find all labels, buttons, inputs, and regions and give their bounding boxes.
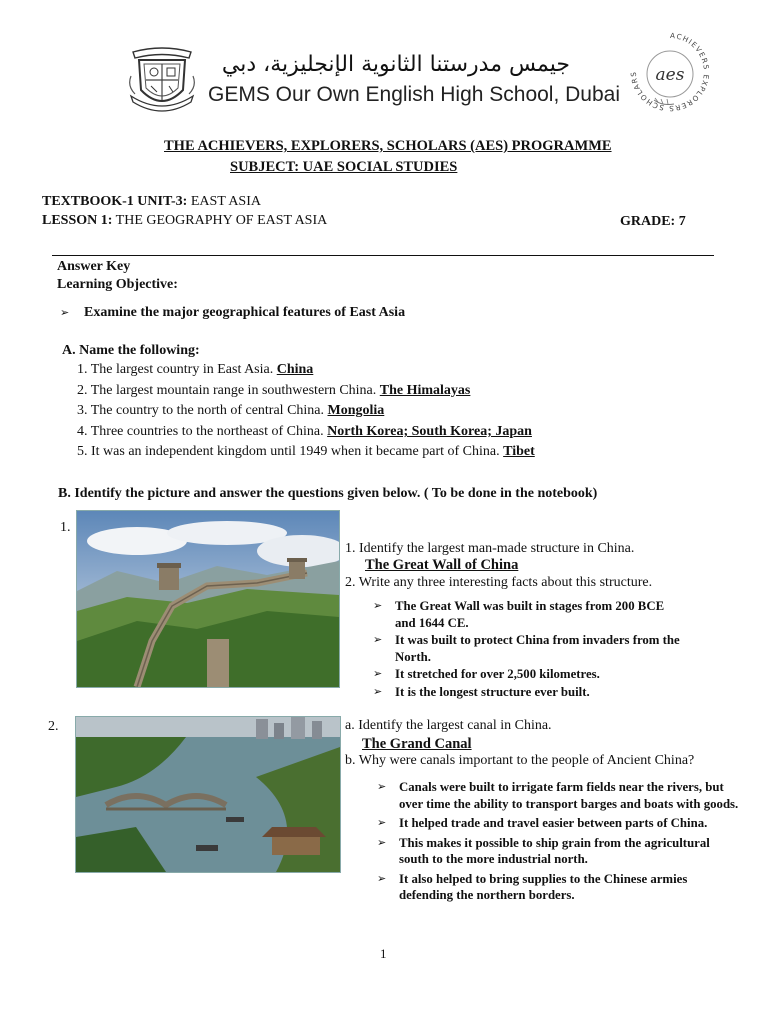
list-item bbox=[77, 424, 532, 440]
aes-ring-text: ACHIEVERS EXPLORERS SCHOLARS bbox=[628, 30, 711, 114]
list-item: ➢ It helped trade and travel easier between parts of China. bbox=[377, 815, 749, 832]
item-number: 1. bbox=[60, 520, 71, 535]
question-text: 4. Three countries to the northeast of China. bbox=[77, 424, 328, 439]
lesson-label: LESSON 1: bbox=[42, 213, 113, 228]
question-text: 1. Identify the largest man-made structure in China. bbox=[345, 541, 635, 556]
question-text: 2. The largest mountain range in southwestern China. bbox=[77, 383, 380, 398]
learning-objective bbox=[60, 305, 405, 321]
item-number: 2. bbox=[48, 719, 59, 734]
list-item: ➢ Canals were built to irrigate farm fields near the rivers, but over time the ability to transport barges and boats with goods. bbox=[377, 779, 749, 812]
list-item: ➢ It also helped to bring supplies to the Chinese armies defending the northern borders. bbox=[377, 871, 729, 904]
question-text: 5. It was an independent kingdom until 1949 when it became part of China. bbox=[77, 444, 504, 459]
learning-objective-label: Learning Objective: bbox=[57, 277, 178, 292]
list-item: ➢ It was built to protect China from invaders from the North. bbox=[373, 632, 695, 665]
answer-text: Mongolia bbox=[327, 403, 385, 418]
lesson-value: THE GEOGRAPHY OF EAST ASIA bbox=[112, 213, 328, 228]
great-wall-illustration bbox=[77, 511, 339, 687]
aes-ring-icon bbox=[628, 30, 712, 120]
programme-title: THE ACHIEVERS, EXPLORERS, SCHOLARS (AES) PROGRAMME bbox=[164, 138, 612, 154]
list-item bbox=[77, 362, 313, 378]
subject-title: SUBJECT: UAE SOCIAL STUDIES bbox=[230, 159, 458, 175]
answer-text: China bbox=[276, 362, 314, 377]
learning-objective-text: Examine the major geographical features of East Asia bbox=[84, 305, 406, 320]
header-divider bbox=[52, 255, 714, 256]
grand-canal-image bbox=[75, 716, 341, 873]
section-a-title: A. Name the following: bbox=[62, 343, 200, 358]
aes-programme-logo bbox=[628, 30, 712, 120]
great-wall-facts bbox=[373, 598, 703, 701]
page-number: 1 bbox=[380, 946, 387, 961]
lesson-title bbox=[42, 213, 327, 229]
list-item: ➢ This makes it possible to ship grain from the agricultural south to the more industrial north. bbox=[377, 835, 739, 868]
grand-canal-facts bbox=[377, 779, 749, 905]
grade-label: GRADE: 7 bbox=[620, 214, 686, 229]
textbook-value: EAST ASIA bbox=[187, 194, 261, 209]
answer-text: The Himalayas bbox=[379, 383, 471, 398]
list-item bbox=[77, 444, 535, 460]
textbook-label: TEXTBOOK-1 UNIT-3: bbox=[42, 194, 188, 209]
question-text: 2. Write any three interesting facts about this structure. bbox=[345, 575, 653, 590]
answer-great-wall: The Great Wall of China bbox=[365, 557, 519, 573]
list-item: ➢ It stretched for over 2,500 kilometres. bbox=[373, 666, 703, 683]
answer-text: North Korea; South Korea; Japan bbox=[327, 424, 532, 439]
list-item bbox=[77, 403, 384, 419]
aes-center-text: aes bbox=[655, 65, 685, 85]
section-b-title: B. Identify the picture and answer the questions given below. ( To be done in the notebook) bbox=[58, 486, 598, 501]
list-item bbox=[77, 383, 470, 399]
arrow-bullet-icon: ➢ bbox=[60, 306, 70, 319]
school-name: GEMS Our Own English High School, Dubai bbox=[208, 83, 621, 106]
great-wall-image bbox=[76, 510, 340, 688]
list-item: ➢ It is the longest structure ever built. bbox=[373, 684, 703, 701]
question-text: b. Why were canals important to the people of Ancient China? bbox=[345, 753, 695, 768]
list-item: ➢ The Great Wall was built in stages from 200 BCE and 1644 CE. bbox=[373, 598, 675, 631]
answer-text: Tibet bbox=[503, 444, 535, 459]
school-crest-logo bbox=[127, 46, 197, 114]
answer-grand-canal: The Grand Canal bbox=[362, 736, 472, 752]
question-text: 3. The country to the north of central China. bbox=[77, 403, 328, 418]
school-name-arabic: جيمس مدرستنا الثانوية الإنجليزية، دبي bbox=[221, 52, 570, 77]
grand-canal-illustration bbox=[76, 717, 340, 872]
textbook-unit bbox=[42, 194, 261, 210]
question-text: 1. The largest country in East Asia. bbox=[77, 362, 277, 377]
answer-key-label: Answer Key bbox=[57, 259, 131, 274]
question-text: a. Identify the largest canal in China. bbox=[345, 718, 552, 733]
